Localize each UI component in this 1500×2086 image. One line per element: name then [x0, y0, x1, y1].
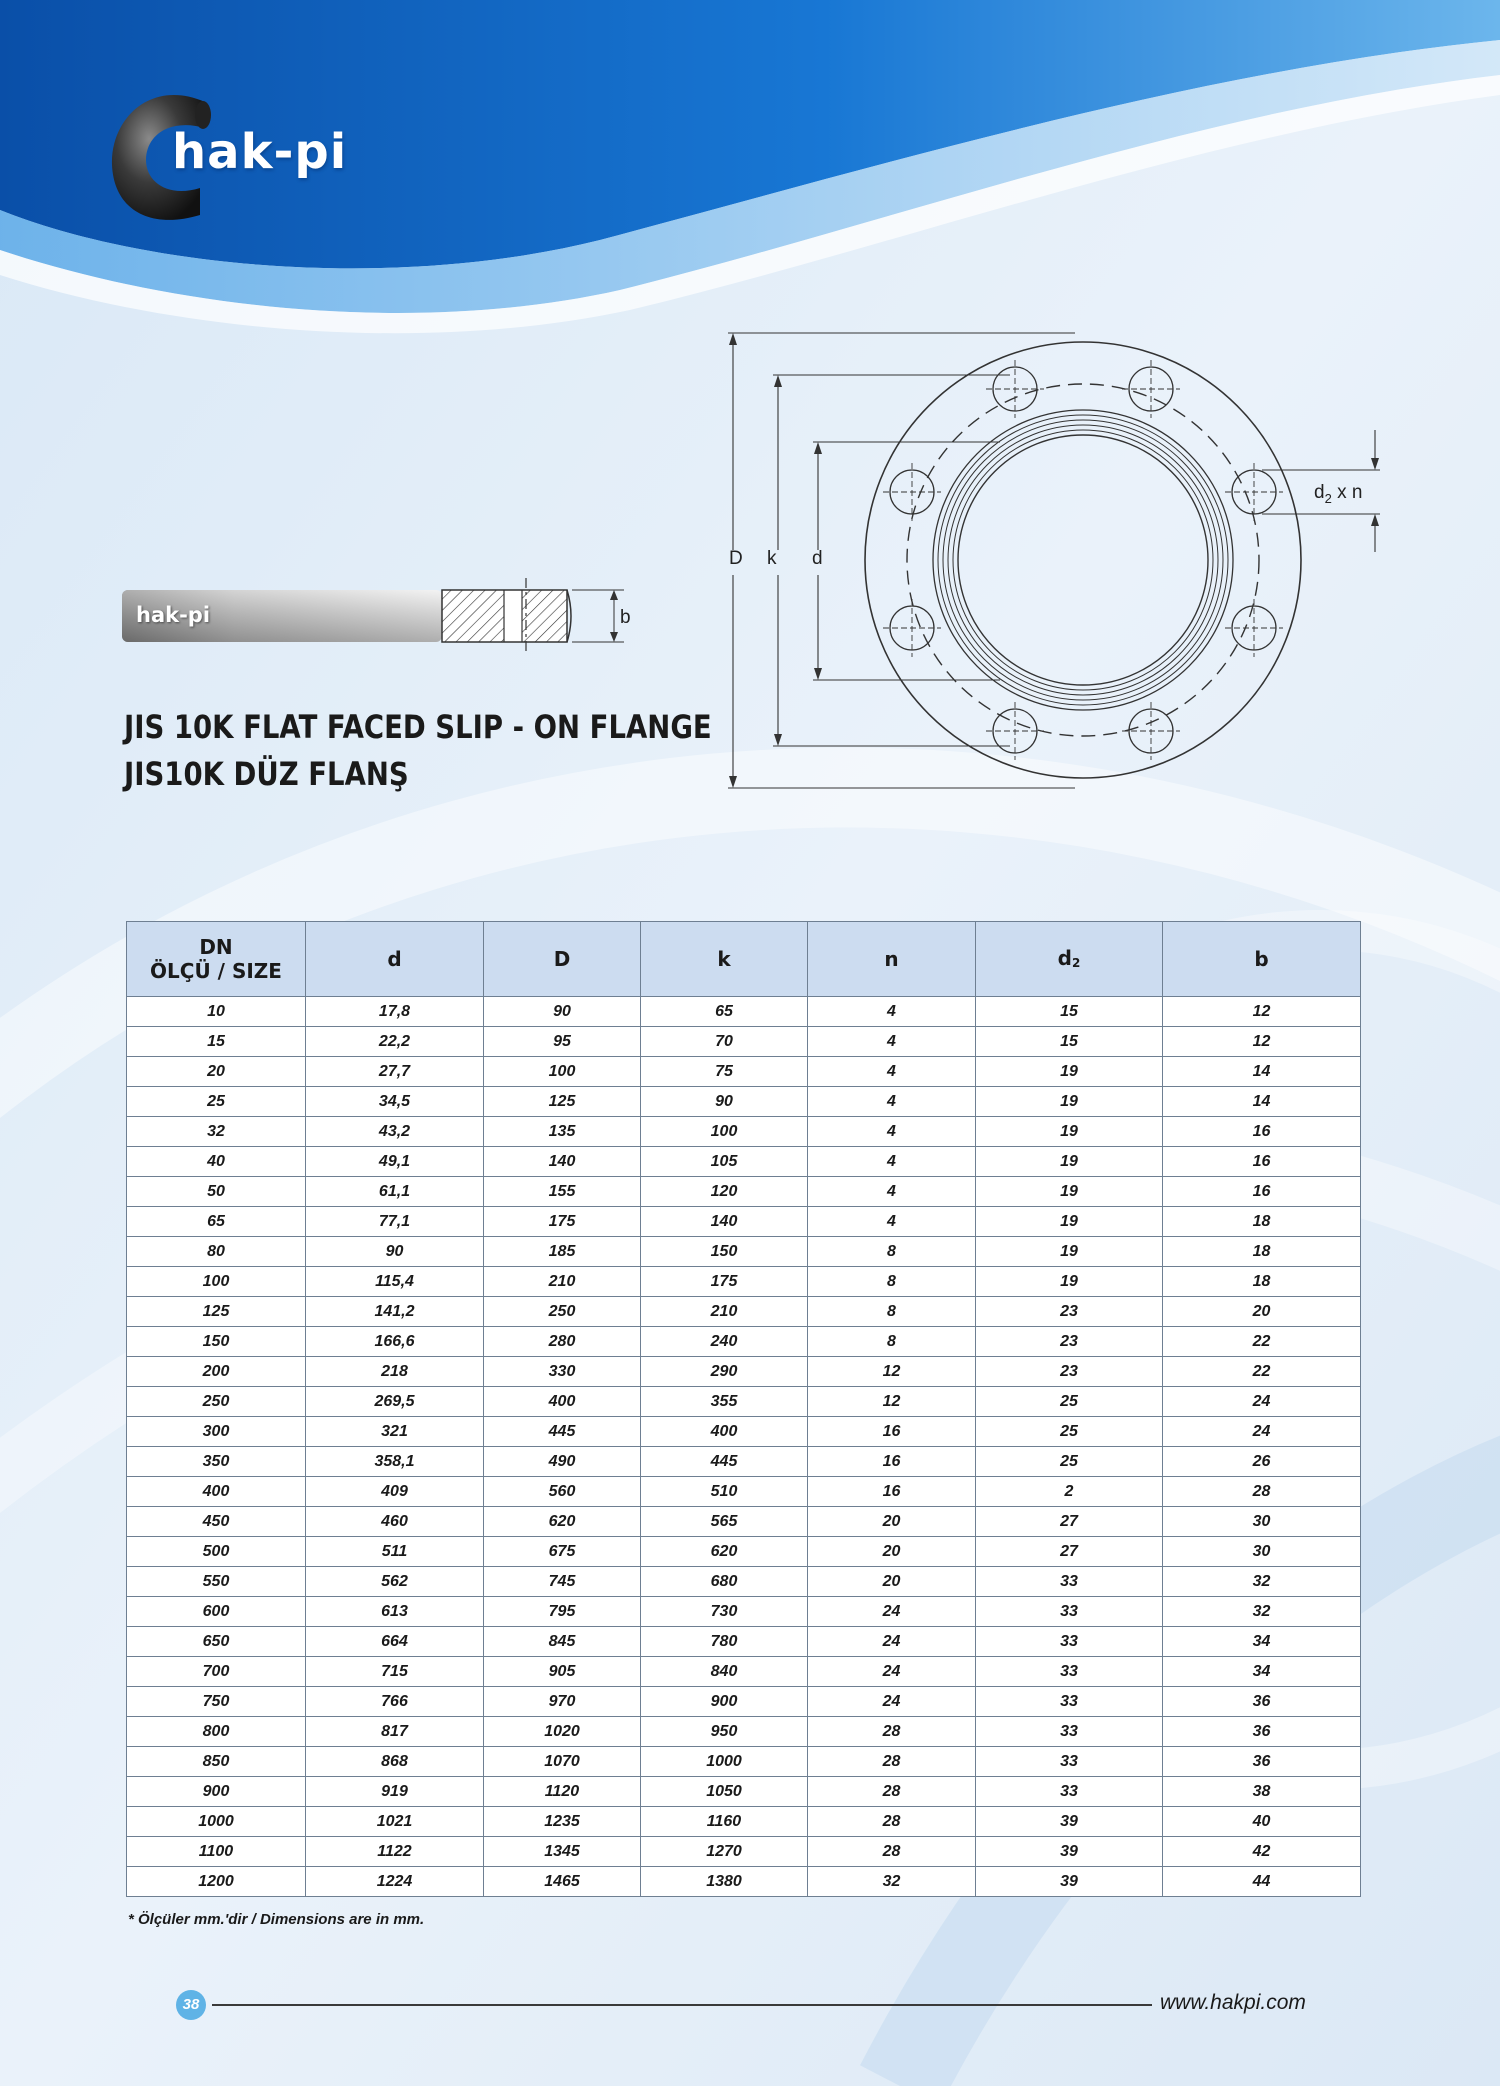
table-cell: 95 — [484, 1027, 641, 1057]
table-cell: 1021 — [306, 1807, 484, 1837]
table-cell: 12 — [1163, 997, 1361, 1027]
table-cell: 4 — [808, 1117, 976, 1147]
table-cell: 600 — [127, 1597, 306, 1627]
table-cell: 25 — [976, 1387, 1163, 1417]
table-cell: 4 — [808, 1027, 976, 1057]
table-cell: 16 — [808, 1447, 976, 1477]
table-cell: 19 — [976, 1237, 1163, 1267]
table-cell: 511 — [306, 1537, 484, 1567]
table-cell: 24 — [808, 1657, 976, 1687]
table-row — [127, 1387, 1361, 1417]
table-cell: 40 — [127, 1147, 306, 1177]
table-cell: 20 — [808, 1537, 976, 1567]
table-cell: 845 — [484, 1627, 641, 1657]
table-cell: 8 — [808, 1237, 976, 1267]
table-cell: 400 — [127, 1477, 306, 1507]
table-row — [127, 1597, 1361, 1627]
table-row — [127, 1267, 1361, 1297]
table-cell: 125 — [127, 1297, 306, 1327]
table-cell: 77,1 — [306, 1207, 484, 1237]
table-cell: 16 — [1163, 1117, 1361, 1147]
table-cell: 20 — [808, 1567, 976, 1597]
page-number: 38 — [176, 1990, 206, 2020]
page-title-tr: JIS10K DÜZ FLANŞ — [124, 755, 409, 793]
table-cell: 19 — [976, 1207, 1163, 1237]
table-cell: 38 — [1163, 1777, 1361, 1807]
table-cell: 560 — [484, 1477, 641, 1507]
table-cell: 24 — [808, 1687, 976, 1717]
table-cell: 16 — [808, 1477, 976, 1507]
table-cell: 817 — [306, 1717, 484, 1747]
table-cell: 135 — [484, 1117, 641, 1147]
table-cell: 16 — [808, 1417, 976, 1447]
table-cell: 39 — [976, 1867, 1163, 1897]
table-cell: 50 — [127, 1177, 306, 1207]
brand-logo: hak-pi — [172, 124, 348, 180]
table-cell: 500 — [127, 1537, 306, 1567]
table-row — [127, 1087, 1361, 1117]
table-cell: 26 — [1163, 1447, 1361, 1477]
table-cell: 4 — [808, 1207, 976, 1237]
table-cell: 33 — [976, 1597, 1163, 1627]
table-cell: 140 — [641, 1207, 808, 1237]
table-cell: 12 — [1163, 1027, 1361, 1057]
table-cell: 1020 — [484, 1717, 641, 1747]
dim-label-d2xn: $d_2$ x n — [1314, 482, 1363, 506]
table-cell: 140 — [484, 1147, 641, 1177]
table-cell: 321 — [306, 1417, 484, 1447]
footnote: * Ölçüler mm.'dir / Dimensions are in mm. — [128, 1911, 425, 1928]
table-cell: 39 — [976, 1837, 1163, 1867]
table-cell: 34 — [1163, 1657, 1361, 1687]
table-cell: 19 — [976, 1087, 1163, 1117]
table-cell: 19 — [976, 1267, 1163, 1297]
table-cell: 4 — [808, 1087, 976, 1117]
table-cell: 200 — [127, 1357, 306, 1387]
table-row — [127, 1177, 1361, 1207]
table-cell: 24 — [1163, 1387, 1361, 1417]
table-cell: 90 — [306, 1237, 484, 1267]
table-cell: 1100 — [127, 1837, 306, 1867]
table-cell: 400 — [484, 1387, 641, 1417]
table-cell: 90 — [641, 1087, 808, 1117]
table-cell: 36 — [1163, 1687, 1361, 1717]
table-cell: 700 — [127, 1657, 306, 1687]
table-cell: 65 — [641, 997, 808, 1027]
table-cell: 16 — [1163, 1177, 1361, 1207]
table-cell: 33 — [976, 1657, 1163, 1687]
table-cell: 36 — [1163, 1747, 1361, 1777]
table-cell: 28 — [808, 1747, 976, 1777]
table-cell: 65 — [127, 1207, 306, 1237]
dim-label-k: k — [767, 548, 777, 569]
table-cell: 1122 — [306, 1837, 484, 1867]
table-cell: 1380 — [641, 1867, 808, 1897]
table-cell: 15 — [976, 1027, 1163, 1057]
table-cell: 22 — [1163, 1327, 1361, 1357]
header-d2: $d_2$ — [976, 922, 1163, 997]
table-cell: 795 — [484, 1597, 641, 1627]
table-row — [127, 1057, 1361, 1087]
table-cell: 33 — [976, 1777, 1163, 1807]
table-cell: 115,4 — [306, 1267, 484, 1297]
table-row — [127, 1687, 1361, 1717]
table-cell: 1070 — [484, 1747, 641, 1777]
bar-logo: hak-pi — [136, 603, 211, 627]
table-cell: 840 — [641, 1657, 808, 1687]
table-cell: 25 — [976, 1417, 1163, 1447]
table-cell: 445 — [484, 1417, 641, 1447]
table-cell: 30 — [1163, 1507, 1361, 1537]
table-cell: 49,1 — [306, 1147, 484, 1177]
table-cell: 1200 — [127, 1867, 306, 1897]
table-cell: 28 — [1163, 1477, 1361, 1507]
table-cell: 20 — [1163, 1297, 1361, 1327]
table-cell: 613 — [306, 1597, 484, 1627]
table-row — [127, 1477, 1361, 1507]
table-cell: 34 — [1163, 1627, 1361, 1657]
table-row — [127, 1207, 1361, 1237]
dim-label-b: b — [620, 607, 631, 628]
table-cell: 100 — [484, 1057, 641, 1087]
table-cell: 8 — [808, 1297, 976, 1327]
table-cell: 23 — [976, 1327, 1163, 1357]
table-cell: 15 — [127, 1027, 306, 1057]
table-cell: 350 — [127, 1447, 306, 1477]
table-row — [127, 1357, 1361, 1387]
table-cell: 1224 — [306, 1867, 484, 1897]
table-cell: 675 — [484, 1537, 641, 1567]
table-cell: 730 — [641, 1597, 808, 1627]
table-cell: 1270 — [641, 1837, 808, 1867]
table-row — [127, 1627, 1361, 1657]
table-row — [127, 1807, 1361, 1837]
table-cell: 12 — [808, 1387, 976, 1417]
table-cell: 250 — [484, 1297, 641, 1327]
table-row — [127, 1837, 1361, 1867]
table-cell: 44 — [1163, 1867, 1361, 1897]
table-row — [127, 1537, 1361, 1567]
table-cell: 30 — [1163, 1537, 1361, 1567]
table-cell: 10 — [127, 997, 306, 1027]
table-cell: 355 — [641, 1387, 808, 1417]
table-cell: 28 — [808, 1837, 976, 1867]
table-cell: 16 — [1163, 1147, 1361, 1177]
table-cell: 33 — [976, 1717, 1163, 1747]
table-cell: 100 — [127, 1267, 306, 1297]
table-cell: 950 — [641, 1717, 808, 1747]
table-cell: 290 — [641, 1357, 808, 1387]
table-cell: 1160 — [641, 1807, 808, 1837]
table-cell: 100 — [641, 1117, 808, 1147]
table-cell: 61,1 — [306, 1177, 484, 1207]
table-cell: 25 — [127, 1087, 306, 1117]
table-cell: 33 — [976, 1747, 1163, 1777]
table-cell: 19 — [976, 1177, 1163, 1207]
table-cell: 905 — [484, 1657, 641, 1687]
table-cell: 620 — [484, 1507, 641, 1537]
table-cell: 210 — [641, 1297, 808, 1327]
table-cell: 250 — [127, 1387, 306, 1417]
table-cell: 269,5 — [306, 1387, 484, 1417]
table-cell: 868 — [306, 1747, 484, 1777]
table-cell: 28 — [808, 1777, 976, 1807]
table-cell: 218 — [306, 1357, 484, 1387]
table-cell: 490 — [484, 1447, 641, 1477]
table-cell: 43,2 — [306, 1117, 484, 1147]
header-b: b — [1163, 922, 1361, 997]
table-cell: 1465 — [484, 1867, 641, 1897]
table-cell: 1000 — [641, 1747, 808, 1777]
table-cell: 620 — [641, 1537, 808, 1567]
table-cell: 22,2 — [306, 1027, 484, 1057]
table-cell: 240 — [641, 1327, 808, 1357]
table-cell: 510 — [641, 1477, 808, 1507]
table-cell: 40 — [1163, 1807, 1361, 1837]
table-cell: 23 — [976, 1297, 1163, 1327]
table-cell: 8 — [808, 1267, 976, 1297]
table-cell: 565 — [641, 1507, 808, 1537]
table-cell: 4 — [808, 1057, 976, 1087]
table-cell: 210 — [484, 1267, 641, 1297]
table-row — [127, 1147, 1361, 1177]
table-cell: 185 — [484, 1237, 641, 1267]
table-cell: 780 — [641, 1627, 808, 1657]
table-cell: 33 — [976, 1627, 1163, 1657]
website-link[interactable]: www.hakpi.com — [1160, 1991, 1306, 2014]
table-cell: 800 — [127, 1717, 306, 1747]
table-cell: 125 — [484, 1087, 641, 1117]
table-cell: 33 — [976, 1567, 1163, 1597]
table-row — [127, 1507, 1361, 1537]
table-cell: 17,8 — [306, 997, 484, 1027]
table-cell: 8 — [808, 1327, 976, 1357]
table-cell: 4 — [808, 1147, 976, 1177]
table-cell: 18 — [1163, 1207, 1361, 1237]
table-cell: 175 — [641, 1267, 808, 1297]
table-cell: 1120 — [484, 1777, 641, 1807]
table-cell: 2 — [976, 1477, 1163, 1507]
header-D: D — [484, 922, 641, 997]
table-cell: 409 — [306, 1477, 484, 1507]
table-cell: 680 — [641, 1567, 808, 1597]
table-row — [127, 1417, 1361, 1447]
table-cell: 24 — [1163, 1417, 1361, 1447]
table-row — [127, 1777, 1361, 1807]
table-row — [127, 997, 1361, 1027]
table-cell: 155 — [484, 1177, 641, 1207]
table-row — [127, 1447, 1361, 1477]
table-cell: 36 — [1163, 1717, 1361, 1747]
table-cell: 1000 — [127, 1807, 306, 1837]
table-row — [127, 1027, 1361, 1057]
table-cell: 32 — [127, 1117, 306, 1147]
header-dn: DN ÖLÇÜ / SIZE — [127, 922, 306, 997]
table-row — [127, 1117, 1361, 1147]
table-cell: 766 — [306, 1687, 484, 1717]
table-cell: 20 — [127, 1057, 306, 1087]
table-cell: 1345 — [484, 1837, 641, 1867]
table-cell: 900 — [127, 1777, 306, 1807]
table-cell: 32 — [808, 1867, 976, 1897]
table-row — [127, 1717, 1361, 1747]
table-cell: 150 — [127, 1327, 306, 1357]
table-cell: 300 — [127, 1417, 306, 1447]
footer-rule — [212, 2004, 1152, 2006]
table-cell: 105 — [641, 1147, 808, 1177]
table-row — [127, 1237, 1361, 1267]
table-cell: 562 — [306, 1567, 484, 1597]
dim-label-d: d — [812, 548, 823, 569]
table-row — [127, 1747, 1361, 1777]
table-row — [127, 1567, 1361, 1597]
table-cell: 175 — [484, 1207, 641, 1237]
table-cell: 19 — [976, 1117, 1163, 1147]
table-cell: 27 — [976, 1537, 1163, 1567]
table-cell: 12 — [808, 1357, 976, 1387]
dim-label-D: D — [729, 548, 743, 569]
table-cell: 919 — [306, 1777, 484, 1807]
header-n: n — [808, 922, 976, 997]
table-cell: 358,1 — [306, 1447, 484, 1477]
table-cell: 25 — [976, 1447, 1163, 1477]
table-cell: 450 — [127, 1507, 306, 1537]
header-d: d — [306, 922, 484, 997]
table-cell: 1235 — [484, 1807, 641, 1837]
table-body — [127, 997, 1361, 1897]
table-cell: 70 — [641, 1027, 808, 1057]
table-cell: 32 — [1163, 1597, 1361, 1627]
table-cell: 75 — [641, 1057, 808, 1087]
table-cell: 90 — [484, 997, 641, 1027]
table-cell: 280 — [484, 1327, 641, 1357]
table-row — [127, 1297, 1361, 1327]
table-cell: 850 — [127, 1747, 306, 1777]
table-cell: 120 — [641, 1177, 808, 1207]
table-cell: 4 — [808, 997, 976, 1027]
table-cell: 24 — [808, 1597, 976, 1627]
table-cell: 550 — [127, 1567, 306, 1597]
table-cell: 141,2 — [306, 1297, 484, 1327]
table-cell: 664 — [306, 1627, 484, 1657]
header-k: k — [641, 922, 808, 997]
table-cell: 745 — [484, 1567, 641, 1597]
table-cell: 80 — [127, 1237, 306, 1267]
table-cell: 42 — [1163, 1837, 1361, 1867]
table-cell: 19 — [976, 1057, 1163, 1087]
table-cell: 28 — [808, 1807, 976, 1837]
table-cell: 400 — [641, 1417, 808, 1447]
table-cell: 14 — [1163, 1057, 1361, 1087]
table-cell: 19 — [976, 1147, 1163, 1177]
table-cell: 39 — [976, 1807, 1163, 1837]
page-title-en: JIS 10K FLAT FACED SLIP - ON FLANGE — [124, 708, 712, 746]
table-cell: 715 — [306, 1657, 484, 1687]
table-cell: 460 — [306, 1507, 484, 1537]
table-cell: 750 — [127, 1687, 306, 1717]
table-cell: 33 — [976, 1687, 1163, 1717]
table-row — [127, 1657, 1361, 1687]
table-cell: 900 — [641, 1687, 808, 1717]
table-cell: 24 — [808, 1627, 976, 1657]
table-cell: 28 — [808, 1717, 976, 1747]
table-header-row — [127, 922, 1361, 997]
table-row — [127, 1867, 1361, 1897]
table-cell: 15 — [976, 997, 1163, 1027]
table-cell: 150 — [641, 1237, 808, 1267]
table-cell: 32 — [1163, 1567, 1361, 1597]
table-cell: 1050 — [641, 1777, 808, 1807]
table-cell: 34,5 — [306, 1087, 484, 1117]
table-cell: 166,6 — [306, 1327, 484, 1357]
table-cell: 970 — [484, 1687, 641, 1717]
flange-spec-table — [126, 921, 1361, 1897]
table-cell: 22 — [1163, 1357, 1361, 1387]
table-cell: 18 — [1163, 1267, 1361, 1297]
table-cell: 20 — [808, 1507, 976, 1537]
table-cell: 445 — [641, 1447, 808, 1477]
table-cell: 27,7 — [306, 1057, 484, 1087]
table-cell: 18 — [1163, 1237, 1361, 1267]
table-cell: 650 — [127, 1627, 306, 1657]
table-cell: 330 — [484, 1357, 641, 1387]
table-cell: 14 — [1163, 1087, 1361, 1117]
table-cell: 23 — [976, 1357, 1163, 1387]
table-row — [127, 1327, 1361, 1357]
table-cell: 27 — [976, 1507, 1163, 1537]
table-cell: 4 — [808, 1177, 976, 1207]
